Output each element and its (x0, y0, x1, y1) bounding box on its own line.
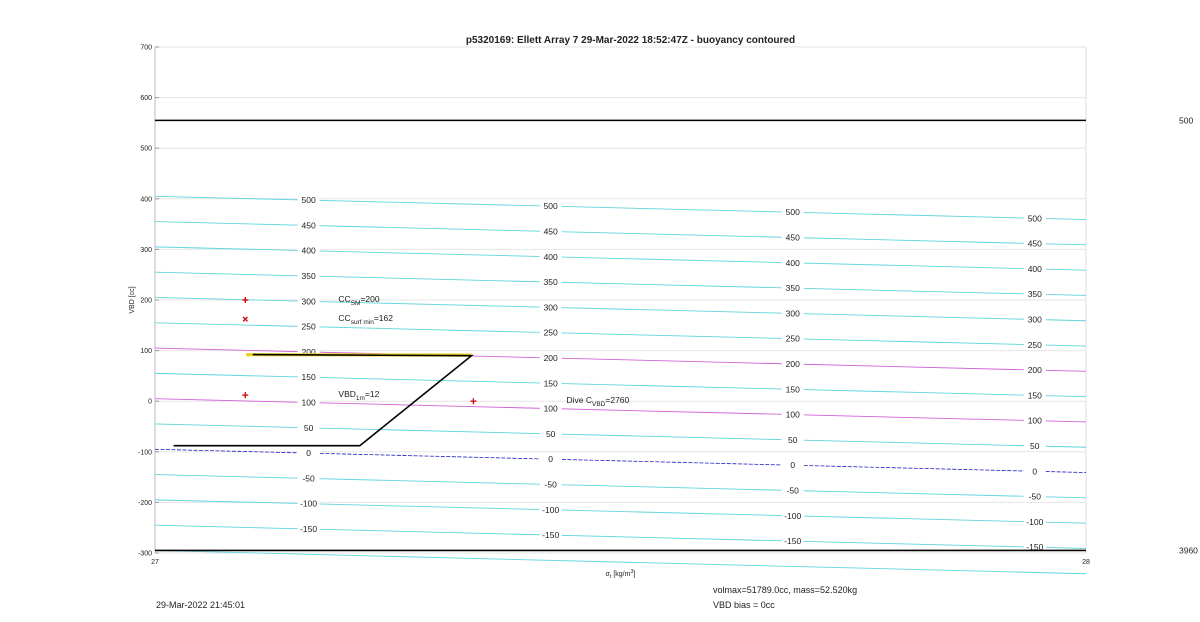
contour-label-500-2: 500 (785, 207, 800, 218)
y-tick-label-100: 100 (140, 348, 152, 356)
y-tick-label-700: 700 (140, 44, 152, 52)
marker-1 (243, 317, 247, 321)
y-tick-label-300: 300 (140, 246, 152, 254)
contour-line--100 (155, 500, 1086, 523)
contour-label-350-2: 350 (785, 283, 800, 294)
contour-line-400 (155, 247, 1086, 270)
contour-label--50-1: -50 (544, 479, 557, 490)
contour-label--100-3: -100 (1026, 516, 1044, 527)
contour-label-400-2: 400 (785, 257, 800, 268)
contour-label--150-3: -150 (1026, 542, 1044, 553)
contour-label-250-0: 250 (301, 321, 316, 332)
contour-label-150-3: 150 (1027, 390, 1042, 401)
contour-label-200-0: 200 (301, 346, 316, 357)
contour-label-200-1: 200 (543, 352, 558, 363)
limit-line-label-0: 500 (1179, 115, 1194, 126)
contour-label-300-3: 300 (1027, 314, 1042, 325)
contour-line-50 (155, 424, 1086, 447)
contour-label-50-1: 50 (545, 428, 556, 439)
x-axis-label: $\sigma_t$ $[kg/m^3]$ (605, 569, 636, 580)
footer-timestamp: 29-Mar-2022 21:45:01 (156, 600, 246, 610)
y-tick-label-500: 500 (140, 145, 152, 153)
contour-label-450-0: 450 (301, 220, 316, 231)
chart-title: p5320169: Ellett Array 7 29-Mar-2022 18:52:47Z - buoyancy contoured (465, 35, 796, 46)
contour-label--150-1: -150 (542, 530, 560, 541)
limit-line-label-1: 3960 (1179, 545, 1198, 556)
y-tick-label-0: 0 (148, 398, 152, 406)
contour-label-100-2: 100 (785, 409, 800, 420)
contour-label-50-2: 50 (788, 434, 798, 445)
contour-label-450-1: 450 (543, 226, 558, 237)
contour-label--50-3: -50 (1028, 491, 1041, 502)
footer-vbd-bias: VBD bias = 0cc (713, 600, 775, 610)
contour-label-500-1: 500 (543, 201, 558, 212)
contour-label-300-1: 300 (543, 302, 558, 313)
y-tick-label--200: -200 (137, 499, 152, 507)
contour-label--100-1: -100 (542, 504, 560, 515)
contour-label-200-3: 200 (1027, 365, 1042, 376)
contour-label-400-0: 400 (301, 245, 316, 256)
contour-label-250-1: 250 (543, 327, 558, 338)
contour-label--50-2: -50 (786, 485, 799, 496)
annotation-2: $VBD_{1m}=12$ (338, 389, 380, 403)
footer-volmax: volmax=51789.0cc, mass=52.520kg (713, 585, 858, 595)
y-tick-label--100: -100 (137, 449, 152, 457)
x-tick-label-28: 28 (1082, 559, 1090, 566)
contour-label-200-2: 200 (785, 359, 800, 370)
contour-line--150 (155, 525, 1086, 548)
contour-label-350-3: 350 (1027, 289, 1042, 300)
contour-label-350-0: 350 (301, 271, 316, 282)
contour-line-150 (155, 373, 1086, 396)
contour-label-300-0: 300 (301, 296, 316, 307)
contour-line-200 (155, 348, 1086, 371)
y-tick-label--300: -300 (137, 550, 152, 558)
contour-label-300-2: 300 (785, 308, 800, 319)
contour-label-400-1: 400 (543, 251, 558, 262)
annotation-1: $CC_{surf min}=162$ (338, 313, 393, 327)
contour-label-500-3: 500 (1027, 213, 1042, 224)
contour-label-350-1: 350 (543, 277, 558, 288)
y-tick-label-200: 200 (140, 297, 152, 305)
contour-label-450-3: 450 (1027, 238, 1042, 249)
contour-line-250 (155, 323, 1086, 346)
contour-label--150-2: -150 (784, 536, 802, 547)
contour-label-100-3: 100 (1027, 415, 1042, 426)
marker-3 (470, 398, 476, 404)
annotation-0: $CC_{SM}=200$ (338, 294, 380, 307)
contour-label-250-3: 250 (1027, 339, 1042, 350)
contour-label-0-3: 0 (1032, 466, 1038, 477)
contour-label-100-0: 100 (301, 397, 316, 408)
y-tick-label-600: 600 (140, 95, 152, 103)
contour-line-350 (155, 272, 1086, 295)
contour-label-100-1: 100 (543, 403, 558, 414)
contour-label-250-2: 250 (785, 333, 800, 344)
contour-label-50-3: 50 (1030, 440, 1040, 451)
contour-label-500-0: 500 (301, 195, 316, 206)
contour-line-300 (155, 297, 1086, 320)
y-tick-label-400: 400 (140, 196, 152, 204)
contour-label-50-0: 50 (303, 422, 314, 433)
contour-label-150-2: 150 (785, 384, 800, 395)
contour-line-450 (155, 222, 1086, 245)
marker-0 (242, 297, 248, 303)
contour-label-0-2: 0 (790, 460, 796, 471)
contour-label-0-1: 0 (548, 454, 554, 465)
contour-label--150-0: -150 (300, 524, 318, 535)
contour-label-150-0: 150 (301, 372, 316, 383)
contour-line-500 (155, 196, 1086, 219)
contour-label--50-0: -50 (302, 473, 315, 484)
contour-label-450-2: 450 (785, 232, 800, 243)
contour-label--100-2: -100 (784, 510, 802, 521)
contour-label-150-1: 150 (543, 378, 558, 389)
contour-line-0 (155, 449, 1086, 472)
contour-label--100-0: -100 (300, 498, 318, 509)
contour-label-400-3: 400 (1027, 263, 1042, 274)
contour-line--50 (155, 475, 1086, 498)
x-tick-label-27: 27 (151, 559, 159, 566)
annotation-3: Dive $C_{VBD}=2760$ (566, 395, 630, 409)
marker-2 (242, 392, 248, 398)
contour-label-0-0: 0 (306, 448, 311, 459)
y-axis-label: VBD [cc] (129, 286, 136, 314)
